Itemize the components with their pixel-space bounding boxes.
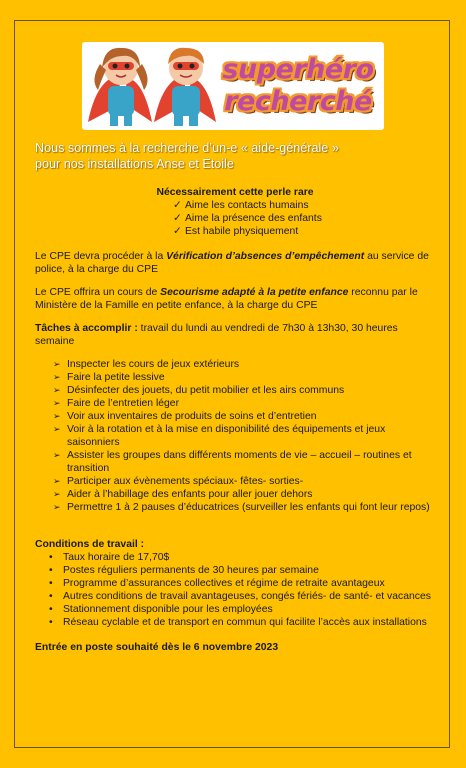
list-item: ➢ Désinfecter des jouets, du petit mobilier et les airs communs <box>53 385 345 396</box>
secourisme-paragraph: Le CPE offrira un cours de Secourisme adapté à la petite enfance reconnu par le Ministère de la Famille en petite enfance, à la charge du CPE <box>35 287 418 311</box>
list-item: ➢ Assister les groupes dans différents moments de vie – accueil – routines et transition <box>53 450 412 474</box>
list-item: • Réseau cyclable et de transport en commun qui facilite l’accès aux installations <box>49 617 427 628</box>
arrow-bullet-icon: ➢ <box>53 359 61 369</box>
list-item: ✓ Aime les contacts humains <box>173 200 309 211</box>
list-item: • Programme d’assurances collectives et régime de retraite avantageux <box>49 578 385 589</box>
round-bullet-icon: • <box>49 604 53 615</box>
requirements-title: Nécessairement cette perle rare <box>156 187 314 198</box>
arrow-bullet-icon: ➢ <box>53 385 61 395</box>
job-headline <box>35 140 435 172</box>
arrow-bullet-icon: ➢ <box>53 398 61 408</box>
check-mark-icon: ✓ <box>173 200 182 211</box>
conditions-list <box>35 551 435 629</box>
superhero-banner <box>82 42 384 130</box>
list-item: ✓ Aime la présence des enfants <box>173 213 322 224</box>
headline-line-1: Nous sommes à la recherche d’un-e « aide-générale » <box>35 141 339 155</box>
list-item: ➢ Faire la petite lessive <box>53 372 165 383</box>
list-item: • Stationnement disponible pour les employées <box>49 604 273 615</box>
conditions-title: Conditions de travail : <box>35 539 145 550</box>
arrow-bullet-icon: ➢ <box>53 424 61 434</box>
list-item: • Postes réguliers permanents de 30 heures par semaine <box>49 565 319 576</box>
arrow-bullet-icon: ➢ <box>53 450 61 460</box>
arrow-bullet-icon: ➢ <box>53 372 61 382</box>
arrow-bullet-icon: ➢ <box>53 411 61 421</box>
banner-word-recherche: recherché <box>224 86 372 117</box>
tasks-intro: Tâches à accomplir : travail du lundi au vendredi de 7h30 à 13h30, 30 heures semaine <box>35 323 398 347</box>
check-mark-icon: ✓ <box>173 213 182 224</box>
round-bullet-icon: • <box>49 591 53 602</box>
start-date: Entrée en poste souhaité dès le 6 novembre 2023 <box>35 642 279 653</box>
arrow-bullet-icon: ➢ <box>53 502 61 512</box>
list-item: • Taux horaire de 17,70$ <box>49 552 170 563</box>
tasks-list <box>35 358 435 514</box>
list-item: ✓ Est habile physiquement <box>173 226 299 237</box>
headline-line-2: pour nos installations Anse et Etoile <box>35 157 234 171</box>
round-bullet-icon: • <box>49 617 53 628</box>
list-item: ➢ Voir aux inventaires de produits de soins et d’entretien <box>53 411 317 422</box>
requirements-list <box>35 199 435 238</box>
check-mark-icon: ✓ <box>173 226 182 237</box>
list-item: ➢ Voir à la rotation et à la mise en disponibilité des équipements et jeux saisonniers <box>53 424 386 448</box>
verification-paragraph: Le CPE devra procéder à la Vérification d’absences d’empêchement au service de police, à la charge du CPE <box>35 251 429 275</box>
list-item: ➢ Aider à l’habillage des enfants pour aller jouer dehors <box>53 489 313 500</box>
list-item: • Autres conditions de travail avantageuses, congés fériés- de santé- et vacances <box>49 591 431 602</box>
list-item: ➢ Permettre 1 à 2 pauses d’éducatrices (surveiller les enfants qui font leur repos) <box>53 502 430 513</box>
list-item: ➢ Participer aux évènements spéciaux- fêtes- sorties- <box>53 476 304 487</box>
arrow-bullet-icon: ➢ <box>53 476 61 486</box>
round-bullet-icon: • <box>49 578 53 589</box>
round-bullet-icon: • <box>49 565 53 576</box>
job-details <box>35 186 435 654</box>
list-item: ➢ Faire de l’entretien léger <box>53 398 180 409</box>
list-item: ➢ Inspecter les cours de jeux extérieurs <box>53 359 240 370</box>
banner-word-superhero: superhéro <box>222 54 374 85</box>
round-bullet-icon: • <box>49 552 53 563</box>
arrow-bullet-icon: ➢ <box>53 489 61 499</box>
